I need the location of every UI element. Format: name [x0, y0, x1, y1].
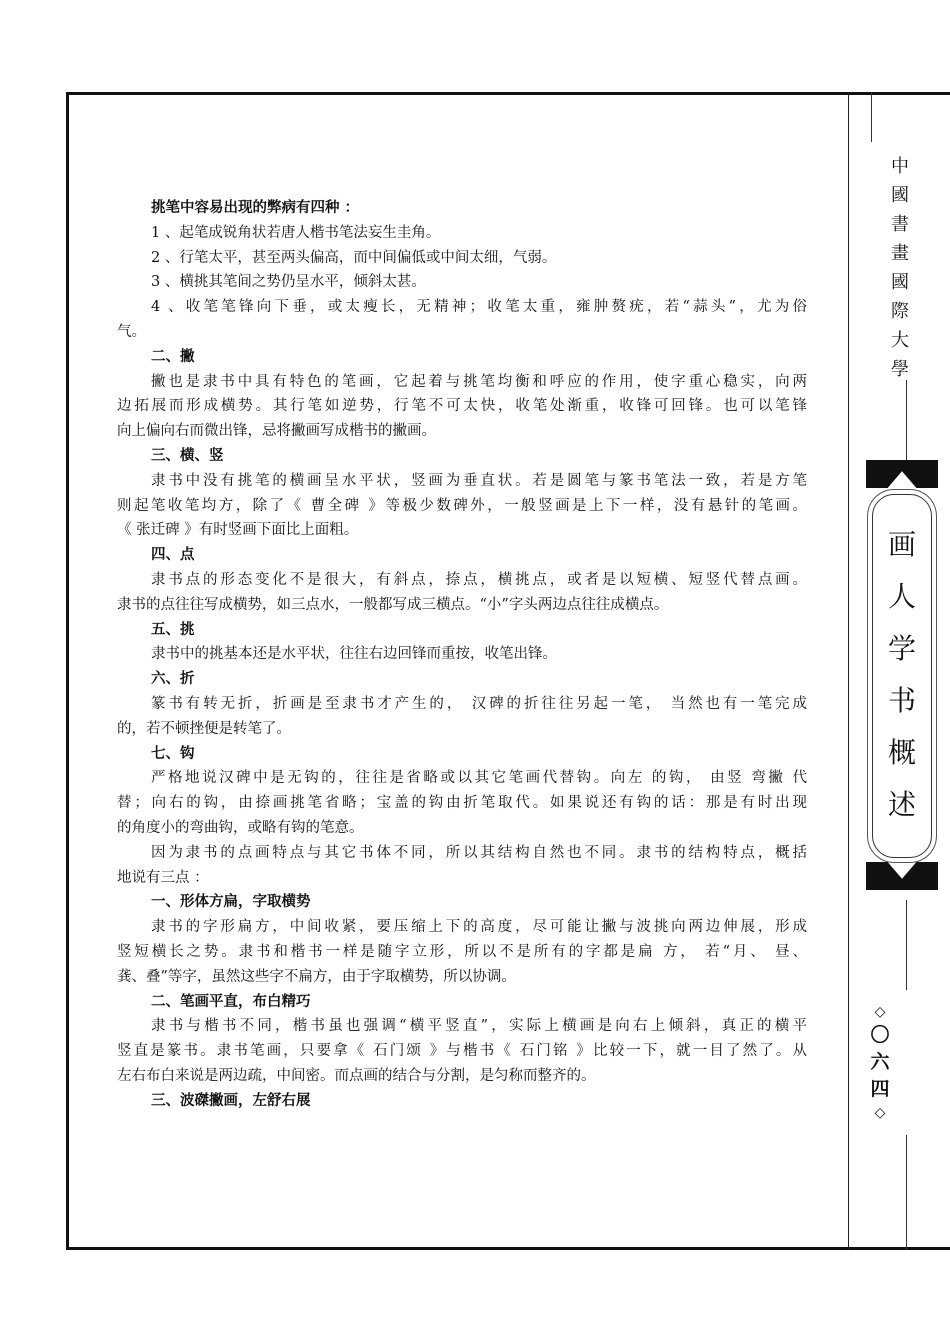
section-heading: 五、挑	[151, 620, 195, 638]
section-heading: 一、形体方扁，字取横势	[151, 893, 311, 911]
text-line: 隶书中没有挑笔的横画呈水平状，竖画为垂直状。若是圆笔与篆书笔法一致，若是方笔	[151, 472, 807, 489]
section-heading: 三、波磔撇画，左舒右展	[151, 1091, 311, 1109]
text-line: 《 张迁碑 》有时竖画下面比上面粗。	[117, 522, 359, 539]
margin-divider	[848, 92, 849, 1250]
section-heading: 三、横、竖	[151, 446, 224, 464]
section-heading: 六、折	[151, 670, 195, 688]
margin-rule	[906, 380, 907, 460]
text-line: 的角度小的弯曲钩，或略有钩的笔意。	[117, 819, 364, 836]
site-char: 學	[891, 359, 909, 380]
text-line: 龚、叠”等字，虽然这些字不扁方，由于字取横势，所以协调。	[117, 968, 516, 985]
page-number-char: 六	[870, 1051, 890, 1073]
section-heading: 四、点	[151, 546, 195, 564]
text-line: 撇也是隶书中具有特色的笔画，它起着与挑笔均衡和呼应的作用，使字重心稳实，向两	[151, 373, 807, 390]
text-line: 隶书点的形态变化不是很大，有斜点，捺点，横挑点，或者是以短横、短竖代替点画。	[151, 571, 807, 588]
text-line: 隶书与楷书不同，楷书虽也强调“横平竖直”，实际上横画是向右上倾斜，真正的横平	[151, 1018, 807, 1035]
text-line: 竖直是篆书。隶书笔画，只要拿《 石门颂 》与楷书《 石门铭 》比较一下，就一目了然了。从	[117, 1043, 807, 1060]
text-line: 边拓展而形成横势。其行笔如逆势，行笔不可太快，收笔处渐重，收锋可回锋。也可以笔锋	[117, 398, 807, 415]
text-line: 隶书中的挑基本还是水平状，往往右边回锋而重按，收笔出锋。	[151, 646, 557, 663]
title-char: 人	[887, 580, 916, 613]
body-text	[117, 196, 807, 1113]
plaque-band-bottom	[866, 862, 938, 890]
text-line: 2 、行笔太平，甚至两头偏高，而中间偏低或中间太细，气弱。	[151, 249, 557, 266]
plaque-band-top	[866, 460, 938, 488]
section-heading: 二、笔画平直，布白精巧	[151, 992, 311, 1010]
text-line: 挑笔中容易出现的弊病有四种 ：	[151, 199, 360, 216]
margin-rule	[906, 1135, 907, 1250]
site-char: 國	[891, 185, 909, 206]
diamond-icon: ◇	[874, 1004, 886, 1020]
title-char: 书	[887, 684, 916, 717]
site-char: 大	[891, 330, 909, 351]
site-char: 書	[891, 214, 909, 235]
page-number-char: 〇	[870, 1024, 890, 1046]
text-line: 3 、横挑其笔间之势仍呈水平，倾斜太甚。	[151, 274, 426, 291]
title-char: 画	[887, 528, 916, 561]
text-line: 地说有三点 ：	[117, 869, 209, 886]
margin-rule	[871, 92, 872, 142]
university-name	[850, 152, 950, 384]
margin-rule	[906, 900, 907, 990]
page-number-char: 四	[870, 1078, 890, 1100]
text-line: 竖短横长之势。隶书和楷书一样是随字立形，所以不是所有的字都是扁 方， 若“月、 昼、	[117, 943, 807, 960]
section-heading: 二、撇	[151, 347, 195, 365]
text-line: 替；向右的钩，由捺画挑笔省略；宝盖的钩由折笔取代。如果说还有钩的话：那是有时出现	[117, 795, 807, 812]
title-char: 述	[887, 788, 916, 821]
text-line: 向上偏向右而微出锋，忌将撇画写成楷书的撇画。	[117, 423, 436, 440]
chapter-plaque	[866, 460, 938, 890]
text-line: 隶书的字形扁方，中间收紧，要压缩上下的高度，尽可能让撇与波挑向两边伸展，形成	[151, 919, 807, 936]
text-line: 则起笔收笔均方，除了《 曹全碑 》等极少数碑外，一般竖画是上下一样，没有悬针的笔画。	[117, 497, 807, 514]
text-line: 篆书有转无折，折画是至隶书才产生的， 汉碑的折往往另起一笔， 当然也有一笔完成	[151, 695, 807, 712]
text-line: 的，若不顿挫便是转笔了。	[117, 720, 291, 737]
site-char: 中	[891, 156, 909, 177]
section-heading: 七、钩	[151, 744, 195, 762]
text-line: 4 、收笔笔锋向下垂，或太瘦长，无精神；收笔太重，雍肿赘疣，若“蒜头”，尤为俗	[151, 299, 807, 316]
text-line: 隶书的点往往写成横势，如三点水，一般都写成三横点。“小”字头两边点往往成横点。	[117, 596, 669, 613]
site-char: 畫	[891, 243, 909, 264]
text-line: 气。	[117, 323, 146, 340]
chapter-title	[873, 519, 931, 831]
text-line: 严格地说汉碑中是无钩的，往往是省略或以其它笔画代替钩。向左 的钩， 由竖 弯撇 代	[151, 770, 807, 787]
text-line: 左右布白来说是两边疏，中间密。而点画的结合与分割，是匀称而整齐的。	[117, 1067, 596, 1084]
page-number	[862, 1002, 898, 1123]
plaque-panel	[872, 494, 932, 858]
site-char: 國	[891, 272, 909, 293]
site-char: 際	[891, 301, 909, 322]
text-line: 因为隶书的点画特点与其它书体不同，所以其结构自然也不同。隶书的结构特点，概括	[151, 844, 807, 861]
title-char: 学	[887, 632, 916, 665]
text-line: 1 、起笔成锐角状若唐人楷书笔法妄生圭角。	[151, 224, 441, 241]
title-char: 概	[887, 736, 916, 769]
diamond-icon: ◇	[874, 1105, 886, 1121]
